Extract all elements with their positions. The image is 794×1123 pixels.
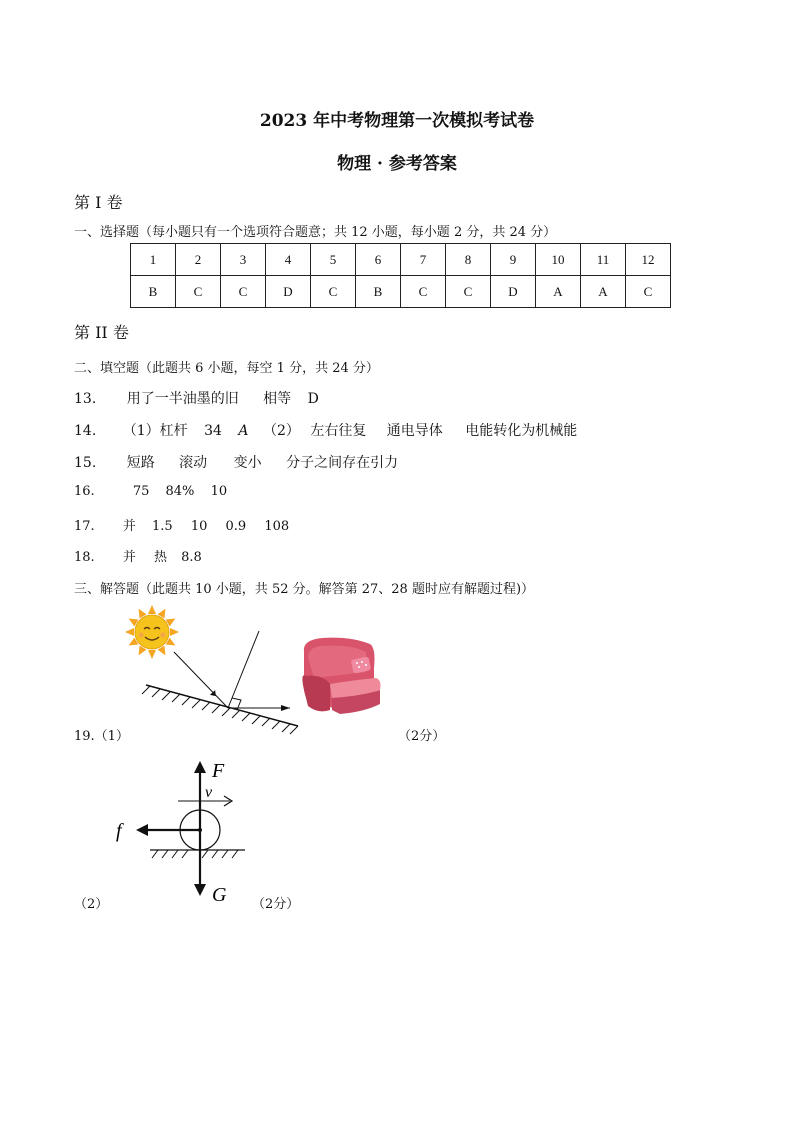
answer-table-answer-row [131, 276, 671, 308]
table-cell: D [266, 276, 311, 308]
answer: A [238, 423, 249, 439]
answer: 通电导体 [386, 423, 443, 439]
answer: 10 [190, 519, 208, 534]
item-number: 18. [74, 550, 95, 565]
force-diagram [100, 755, 260, 905]
table-cell: 8 [446, 244, 491, 276]
answer: 并 [122, 550, 136, 565]
table-cell: B [356, 276, 401, 308]
table-cell: D [491, 276, 536, 308]
reflected-arrow-icon [281, 705, 290, 711]
normal-line [228, 631, 259, 708]
answer: （1）杠杆 [122, 423, 188, 439]
table-cell: 1 [131, 244, 176, 276]
q19-1-label: 19.（1） [74, 729, 129, 744]
fill-item-18 [74, 546, 202, 565]
answer-table [130, 243, 671, 308]
q19-1-score: （2分） [398, 729, 446, 744]
fill-section-title: 二、填空题（此题共 6 小题，每空 1 分，共 24 分） [74, 361, 379, 376]
answer: 75 [132, 484, 150, 499]
choice-section-title: 一、选择题（每小题只有一个选项符合题意；共 12 小题，每小题 2 分，共 24 分） [74, 225, 557, 240]
part1-heading: 第 I 卷 [74, 193, 123, 212]
answer-table-number-row [131, 244, 671, 276]
answer: 变小 [233, 455, 262, 471]
label-G: G [212, 884, 227, 906]
table-cell: 2 [176, 244, 221, 276]
fill-item-13 [74, 388, 319, 408]
answer: 10 [210, 484, 228, 499]
answer: 84% [165, 484, 195, 499]
mirror-hatching [142, 686, 298, 734]
ground-hatching [152, 850, 238, 858]
item-number: 17. [74, 519, 95, 534]
table-cell: C [311, 276, 356, 308]
item-number: 14. [74, 423, 97, 439]
item-number: 13. [74, 391, 97, 407]
page-title: 2023 年中考物理第一次模拟考试卷 [259, 111, 535, 131]
table-cell: A [536, 276, 581, 308]
fill-item-14 [74, 420, 577, 440]
table-cell: 11 [581, 244, 626, 276]
arrow-up-icon [194, 761, 206, 773]
label-f: f [116, 820, 122, 842]
table-cell: 6 [356, 244, 401, 276]
answer: 滚动 [179, 455, 208, 471]
arrow-left-icon [136, 824, 148, 836]
mirror-line [146, 685, 298, 726]
table-cell: 9 [491, 244, 536, 276]
answer: 并 [122, 519, 136, 534]
table-cell: C [176, 276, 221, 308]
table-cell: 7 [401, 244, 446, 276]
table-cell: C [446, 276, 491, 308]
answer: 1.5 [151, 519, 173, 534]
answer: D [307, 391, 319, 407]
sofa-icon [302, 638, 380, 714]
page-subtitle: 物理 · 参考答案 [337, 154, 457, 174]
table-cell: C [401, 276, 446, 308]
solve-section-title: 三、解答题（此题共 10 小题，共 52 分。解答第 27、28 题时应有解题过程)） [74, 582, 535, 597]
item-number: 16. [74, 484, 95, 499]
label-F: F [212, 760, 225, 782]
table-cell: 5 [311, 244, 356, 276]
answer: 0.9 [225, 519, 247, 534]
table-cell: 3 [221, 244, 266, 276]
label-v: v [205, 784, 213, 801]
answer: 分子之间存在引力 [286, 455, 399, 471]
table-cell: C [221, 276, 266, 308]
answer: 108 [264, 519, 290, 534]
answer: 热 [153, 550, 167, 565]
table-cell: 4 [266, 244, 311, 276]
sun-icon [125, 605, 179, 659]
answer: （2） [262, 423, 300, 439]
answer: 短路 [126, 455, 155, 471]
reflection-diagram [120, 600, 420, 740]
answer: 相等 [263, 391, 292, 407]
q19-2-label: （2） [74, 897, 109, 912]
answer: 8.8 [181, 550, 202, 565]
part2-heading: 第 II 卷 [74, 323, 129, 342]
answer: 电能转化为机械能 [465, 423, 578, 439]
table-cell: 12 [626, 244, 671, 276]
table-cell: B [131, 276, 176, 308]
table-cell: C [626, 276, 671, 308]
answer: 用了一半油墨的旧 [126, 391, 239, 407]
answer: 左右往复 [310, 423, 367, 439]
fill-item-16 [74, 484, 227, 499]
arrow-down-icon [194, 884, 206, 896]
q19-2-score: （2分） [252, 897, 300, 912]
item-number: 15. [74, 455, 97, 471]
answer: 34 [204, 423, 222, 439]
fill-item-15 [74, 452, 398, 472]
table-cell: A [581, 276, 626, 308]
table-cell: 10 [536, 244, 581, 276]
fill-item-17 [74, 515, 289, 534]
